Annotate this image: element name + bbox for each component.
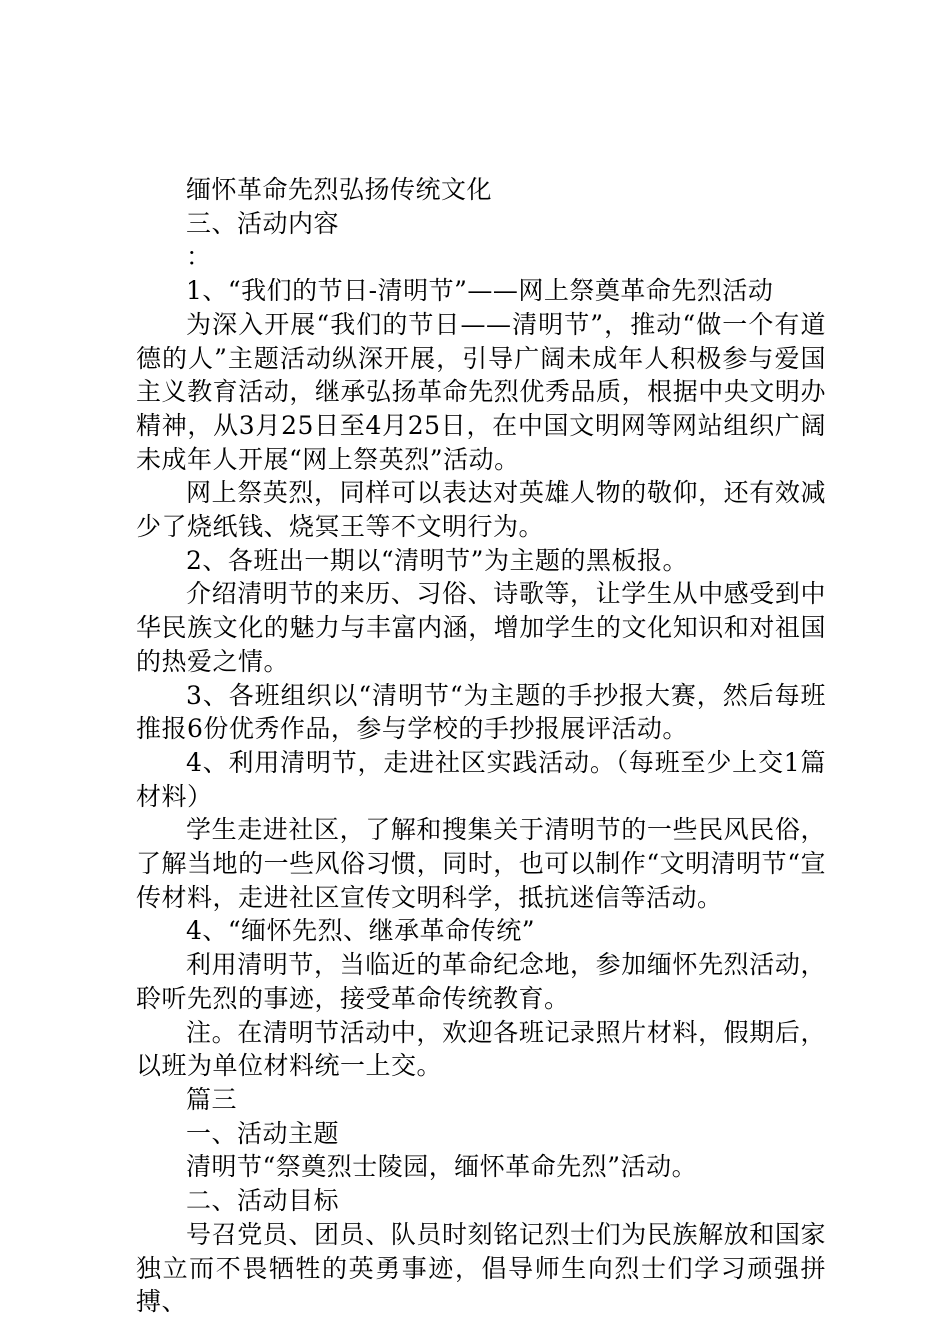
- section-heading: 三、活动内容: [186, 208, 340, 238]
- list-item-heading: 4、利用清明节，走进社区实践活动。（每班至少上交1篇材料）: [136, 747, 826, 811]
- section-heading: 一、活动主题: [186, 1118, 340, 1148]
- section-heading: 二、活动目标: [186, 1186, 340, 1216]
- paragraph: 学生走进社区，了解和搜集关于清明节的一些民风民俗，了解当地的一些风俗习惯，同时，也可以制作“文明清明节“宣传材料，走进社区宣传文明科学，抵抗迷信等活动。: [136, 815, 826, 912]
- list-item-heading: 1、“我们的节日-清明节”——网上祭奠革命先烈活动: [186, 276, 774, 306]
- list-item-heading: 2、各班出一期以“清明节”为主题的黑板报。: [186, 545, 688, 575]
- list-item-heading: 4、“缅怀先烈、继承革命传统”: [186, 916, 535, 946]
- paragraph: 网上祭英烈，同样可以表达对英雄人物的敬仰，还有效减少了烧纸钱、烧冥王等不文明行为。: [136, 478, 826, 542]
- paragraph: 缅怀革命先烈弘扬传统文化: [186, 175, 493, 204]
- paragraph: 利用清明节，当临近的革命纪念地，参加缅怀先烈活动，聆听先烈的事迹，接受革命传统教育。: [136, 950, 826, 1013]
- paragraph: ：: [186, 242, 212, 272]
- paragraph: 注。在清明节活动中，欢迎各班记录照片材料，假期后，以班为单位材料统一上交。: [136, 1017, 826, 1081]
- list-item-heading: 3、各班组织以“清明节“为主题的手抄报大赛，然后每班推报6份优秀作品，参与学校的手抄报展评活动。: [136, 680, 826, 744]
- paragraph: 号召党员、团员、队员时刻铭记烈士们为民族解放和国家独立而不畏牺牲的英勇事迹，倡导师生向烈士们学习顽强拼搏、: [136, 1219, 826, 1317]
- chapter-heading: 篇三: [186, 1084, 238, 1114]
- paragraph: 为深入开展“我们的节日——清明节”，推动“做一个有道德的人”主题活动纵深开展，引导广阔未成年人积极参与爱国主义教育活动，继承弘扬革命先烈优秀品质，根据中央文明办精神，从3月25日至4月25日，在中国文明网等网站组织广阔未成年人开展“网上祭英烈”活动。: [136, 309, 826, 474]
- paragraph: 清明节“祭奠烈士陵园，缅怀革命先烈”活动。: [186, 1152, 698, 1182]
- paragraph: 介绍清明节的来历、习俗、诗歌等，让学生从中感受到中华民族文化的魅力与丰富内涵，增加学生的文化知识和对祖国的热爱之情。: [136, 579, 826, 676]
- document-body: [136, 173, 826, 1319]
